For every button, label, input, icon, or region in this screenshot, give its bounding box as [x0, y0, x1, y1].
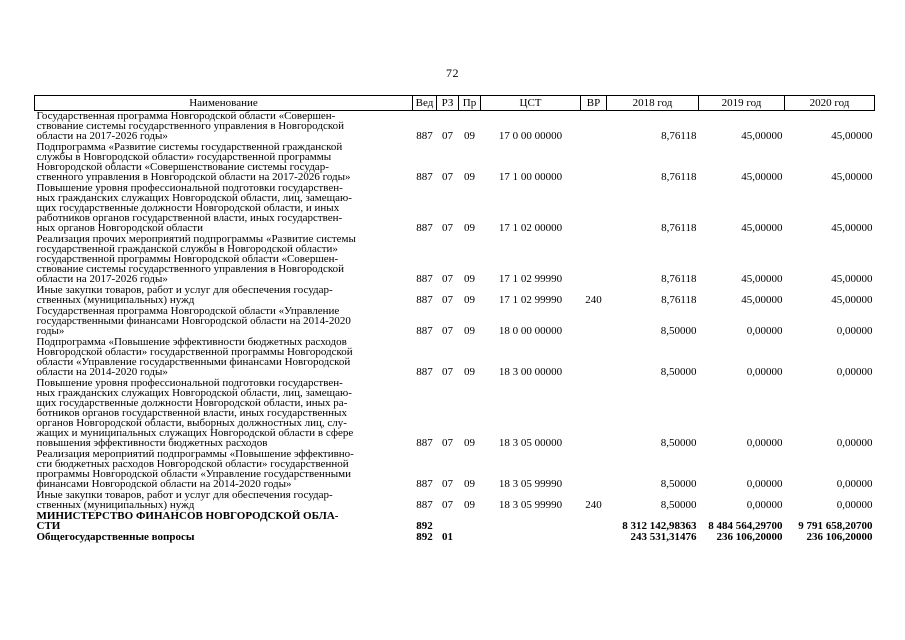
- rz-cell: 07: [442, 171, 453, 183]
- rz-cell: 07: [442, 130, 453, 142]
- row-name-line: программы Новгородской области «Управление государственными: [36, 468, 351, 480]
- row-name-line: ственного управления в Новгородской области на 2017-2026 годы»: [36, 171, 351, 183]
- row-name-line: жащих и муниципальных служащих Новгородской области в сфере: [36, 427, 354, 439]
- row-name-line: годы»: [36, 325, 65, 337]
- page-number: 72: [446, 66, 459, 80]
- pr-cell: 09: [464, 222, 475, 234]
- value-2020-cell: 0,00000: [836, 366, 873, 378]
- row-name-line: Реализация прочих мероприятий подпрограммы «Развитие системы: [36, 233, 356, 245]
- row-name-line: органов Новгородской области, выборных должностных лиц, слу-: [36, 417, 347, 429]
- row-name-line: Подпрограмма «Развитие системы государственной гражданской: [36, 141, 343, 153]
- value-2019-cell: 45,00000: [741, 294, 783, 306]
- value-2018-cell: 8,76118: [661, 171, 697, 183]
- row-name-line: области на 2014-2020 годы»: [36, 366, 168, 378]
- ved-cell: 887: [416, 325, 433, 337]
- value-2019-cell: 0,00000: [746, 478, 783, 490]
- table-row: [35, 511, 875, 532]
- table-body: [35, 111, 875, 544]
- pr-cell: [459, 511, 481, 532]
- ved-cell: 887: [416, 130, 433, 142]
- ved-cell: 887: [416, 366, 433, 378]
- row-name-line: щих государственные должности Новгородской области, и иных: [36, 202, 340, 214]
- row-name-line: ных гражданских служащих Новгородской области, лиц, замещаю-: [36, 387, 352, 399]
- rz-cell: 07: [442, 478, 453, 490]
- pr-cell: [459, 532, 481, 543]
- cst-cell: 17 1 00 00000: [498, 171, 563, 183]
- row-name-cell: [35, 306, 413, 337]
- row-name-cell: [35, 532, 413, 543]
- row-name-line: щих государственные должности Новгородской области, иных ра-: [36, 397, 348, 409]
- cst-cell: [481, 532, 581, 543]
- column-header-name: Наименование: [35, 96, 413, 111]
- table-row: [35, 378, 875, 449]
- row-name-cell: [35, 183, 413, 234]
- row-name-line: ствование системы государственного управления в Новгородской: [36, 120, 345, 132]
- row-name-line: Государственная программа Новгородской области «Управление: [36, 305, 340, 317]
- value-2020-cell: 45,00000: [831, 294, 873, 306]
- row-name-line: ствование системы государственного управления в Новгородской: [36, 263, 345, 275]
- cst-cell: 17 1 02 00000: [498, 222, 563, 234]
- row-name-line: государственными финансами Новгородской области на 2014-2020: [36, 315, 351, 327]
- value-2020-cell: 45,00000: [831, 222, 873, 234]
- pr-cell: 09: [464, 499, 475, 511]
- pr-cell: 09: [464, 478, 475, 490]
- table-row: [35, 337, 875, 378]
- value-2019-cell: 45,00000: [741, 130, 783, 142]
- ved-cell: 892: [416, 531, 433, 543]
- vr-cell: [581, 337, 607, 378]
- value-2020-cell: 0,00000: [836, 437, 873, 449]
- row-name-cell: [35, 511, 413, 532]
- table-row: [35, 532, 875, 543]
- row-name-line: МИНИСТЕРСТВО ФИНАНСОВ НОВГОРОДСКОЙ ОБЛА-: [36, 510, 339, 522]
- cst-cell: 18 3 05 00000: [498, 437, 563, 449]
- value-2018-cell: 8 312 142,98363: [622, 520, 697, 532]
- vr-cell: [581, 511, 607, 532]
- row-name-line: области на 2017-2026 годы»: [36, 273, 168, 285]
- ved-cell: 887: [416, 437, 433, 449]
- row-name-line: Повышение уровня профессиональной подготовки государствен-: [36, 377, 343, 389]
- row-name-line: ных органов Новгородской области: [36, 222, 203, 234]
- vr-cell: [581, 306, 607, 337]
- row-name-cell: [35, 378, 413, 449]
- row-name-cell: [35, 337, 413, 378]
- value-2018-cell: 8,50000: [660, 437, 697, 449]
- value-2020-cell: 0,00000: [836, 499, 873, 511]
- ved-cell: 887: [416, 273, 433, 285]
- pr-cell: 09: [464, 171, 475, 183]
- row-name-line: Общегосударственные вопросы: [36, 531, 195, 543]
- rz-cell: 01: [442, 531, 453, 543]
- table-row: [35, 234, 875, 285]
- vr-cell: 240: [585, 294, 602, 306]
- column-header-2018: 2018 год: [607, 96, 699, 111]
- row-name-line: Подпрограмма «Повышение эффективности бюджетных расходов: [36, 336, 347, 348]
- value-2018-cell: 8,76118: [661, 294, 697, 306]
- value-2019-cell: 45,00000: [741, 222, 783, 234]
- rz-cell: 07: [442, 325, 453, 337]
- value-2019-cell: 0,00000: [746, 325, 783, 337]
- rz-cell: 07: [442, 222, 453, 234]
- vr-cell: [581, 183, 607, 234]
- value-2018-cell: 8,50000: [660, 366, 697, 378]
- row-name-line: Иные закупки товаров, работ и услуг для обеспечения государ-: [36, 284, 333, 296]
- row-name-line: службы в Новгородской области» государственной программы: [36, 151, 332, 163]
- value-2020-cell: 0,00000: [836, 325, 873, 337]
- ved-cell: 887: [416, 294, 433, 306]
- rz-cell: 07: [442, 273, 453, 285]
- row-name-line: Новгородской области» государственной программы Новгородской: [36, 346, 353, 358]
- column-header-2019: 2019 год: [699, 96, 785, 111]
- pr-cell: 09: [464, 130, 475, 142]
- column-header-2020: 2020 год: [785, 96, 875, 111]
- cst-cell: 18 0 00 00000: [498, 325, 563, 337]
- value-2019-cell: 8 484 564,29700: [708, 520, 783, 532]
- column-header-cst: ЦСТ: [481, 96, 581, 111]
- row-name-line: финансами Новгородской области на 2014-2020 годы»: [36, 478, 292, 490]
- column-header-rz: РЗ: [437, 96, 459, 111]
- ved-cell: 887: [416, 171, 433, 183]
- row-name-line: области на 2017-2026 годы»: [36, 130, 168, 142]
- value-2020-cell: 236 106,20000: [806, 531, 873, 543]
- value-2018-cell: 8,76118: [661, 222, 697, 234]
- table-row: [35, 449, 875, 490]
- pr-cell: 09: [464, 294, 475, 306]
- row-name-cell: [35, 111, 413, 143]
- row-name-line: работников органов государственной власти, иных государствен-: [36, 212, 343, 224]
- pr-cell: 09: [464, 437, 475, 449]
- row-name-line: Иные закупки товаров, работ и услуг для обеспечения государ-: [36, 489, 333, 501]
- value-2020-cell: 0,00000: [836, 478, 873, 490]
- row-name-line: области «Управление государственными финансами Новгородской: [36, 356, 351, 368]
- value-2019-cell: 236 106,20000: [716, 531, 783, 543]
- value-2019-cell: 0,00000: [746, 499, 783, 511]
- row-name-line: государственной гражданской службы в Новгородской области»: [36, 243, 338, 255]
- pr-cell: 09: [464, 273, 475, 285]
- value-2020-cell: 45,00000: [831, 130, 873, 142]
- row-name-line: государственной программы Новгородской области «Совершен-: [36, 253, 339, 265]
- row-name-line: повышения эффективности бюджетных расходов: [36, 437, 268, 449]
- value-2018-cell: 8,50000: [660, 478, 697, 490]
- rz-cell: 07: [442, 294, 453, 306]
- ved-cell: 892: [416, 520, 433, 532]
- value-2020-cell: 45,00000: [831, 273, 873, 285]
- row-name-line: ботников органов государственной власти, иных государственных: [36, 407, 347, 419]
- vr-cell: [581, 111, 607, 143]
- column-header-vr: ВР: [581, 96, 607, 111]
- vr-cell: [581, 234, 607, 285]
- pr-cell: 09: [464, 366, 475, 378]
- vr-cell: [581, 449, 607, 490]
- row-name-line: ных гражданских служащих Новгородской области, лиц, замещаю-: [36, 192, 352, 204]
- ved-cell: 887: [416, 499, 433, 511]
- row-name-line: Государственная программа Новгородской области «Совершен-: [36, 110, 336, 122]
- rz-cell: 07: [442, 366, 453, 378]
- row-name-line: Повышение уровня профессиональной подготовки государствен-: [36, 182, 343, 194]
- vr-cell: [581, 532, 607, 543]
- cst-cell: 18 3 05 99990: [498, 478, 563, 490]
- value-2019-cell: 0,00000: [746, 437, 783, 449]
- row-name-cell: [35, 490, 413, 511]
- table-row: [35, 490, 875, 511]
- cst-cell: [481, 511, 581, 532]
- row-name-line: ственных (муниципальных) нужд: [36, 294, 195, 306]
- row-name-line: Новгородской области «Совершенствование системы государ-: [36, 161, 329, 173]
- row-name-line: Реализация мероприятий подпрограммы «Повышение эффективно-: [36, 448, 354, 460]
- row-name-line: ственных (муниципальных) нужд: [36, 499, 195, 511]
- value-2018-cell: 8,76118: [661, 273, 697, 285]
- row-name-cell: [35, 142, 413, 183]
- value-2020-cell: 45,00000: [831, 171, 873, 183]
- ved-cell: 887: [416, 478, 433, 490]
- value-2019-cell: 45,00000: [741, 171, 783, 183]
- rz-cell: 07: [442, 437, 453, 449]
- ved-cell: 887: [416, 222, 433, 234]
- rz-cell: 07: [442, 499, 453, 511]
- cst-cell: 18 3 00 00000: [498, 366, 563, 378]
- column-header-pr: Пр: [459, 96, 481, 111]
- table-row: [35, 306, 875, 337]
- vr-cell: [581, 378, 607, 449]
- row-name-line: сти бюджетных расходов Новгородской области» государственной: [36, 458, 349, 470]
- vr-cell: [581, 142, 607, 183]
- vr-cell: 240: [585, 499, 602, 511]
- row-name-cell: [35, 285, 413, 306]
- cst-cell: 17 1 02 99990: [498, 294, 563, 306]
- cst-cell: 17 1 02 99990: [498, 273, 563, 285]
- table-row: [35, 183, 875, 234]
- row-name-line: СТИ: [36, 520, 61, 532]
- cst-cell: 18 3 05 99990: [498, 499, 563, 511]
- rz-cell: [437, 511, 459, 532]
- budget-table: [34, 95, 875, 543]
- value-2018-cell: 8,50000: [660, 325, 697, 337]
- value-2018-cell: 243 531,31476: [630, 531, 697, 543]
- value-2019-cell: 0,00000: [746, 366, 783, 378]
- table-row: [35, 142, 875, 183]
- value-2018-cell: 8,50000: [660, 499, 697, 511]
- value-2019-cell: 45,00000: [741, 273, 783, 285]
- row-name-cell: [35, 449, 413, 490]
- column-header-ved: Вед: [413, 96, 437, 111]
- table-row: [35, 111, 875, 143]
- table-header-row: [35, 96, 875, 111]
- table-row: [35, 285, 875, 306]
- value-2018-cell: 8,76118: [661, 130, 697, 142]
- row-name-cell: [35, 234, 413, 285]
- pr-cell: 09: [464, 325, 475, 337]
- value-2020-cell: 9 791 658,20700: [798, 520, 873, 532]
- cst-cell: 17 0 00 00000: [498, 130, 563, 142]
